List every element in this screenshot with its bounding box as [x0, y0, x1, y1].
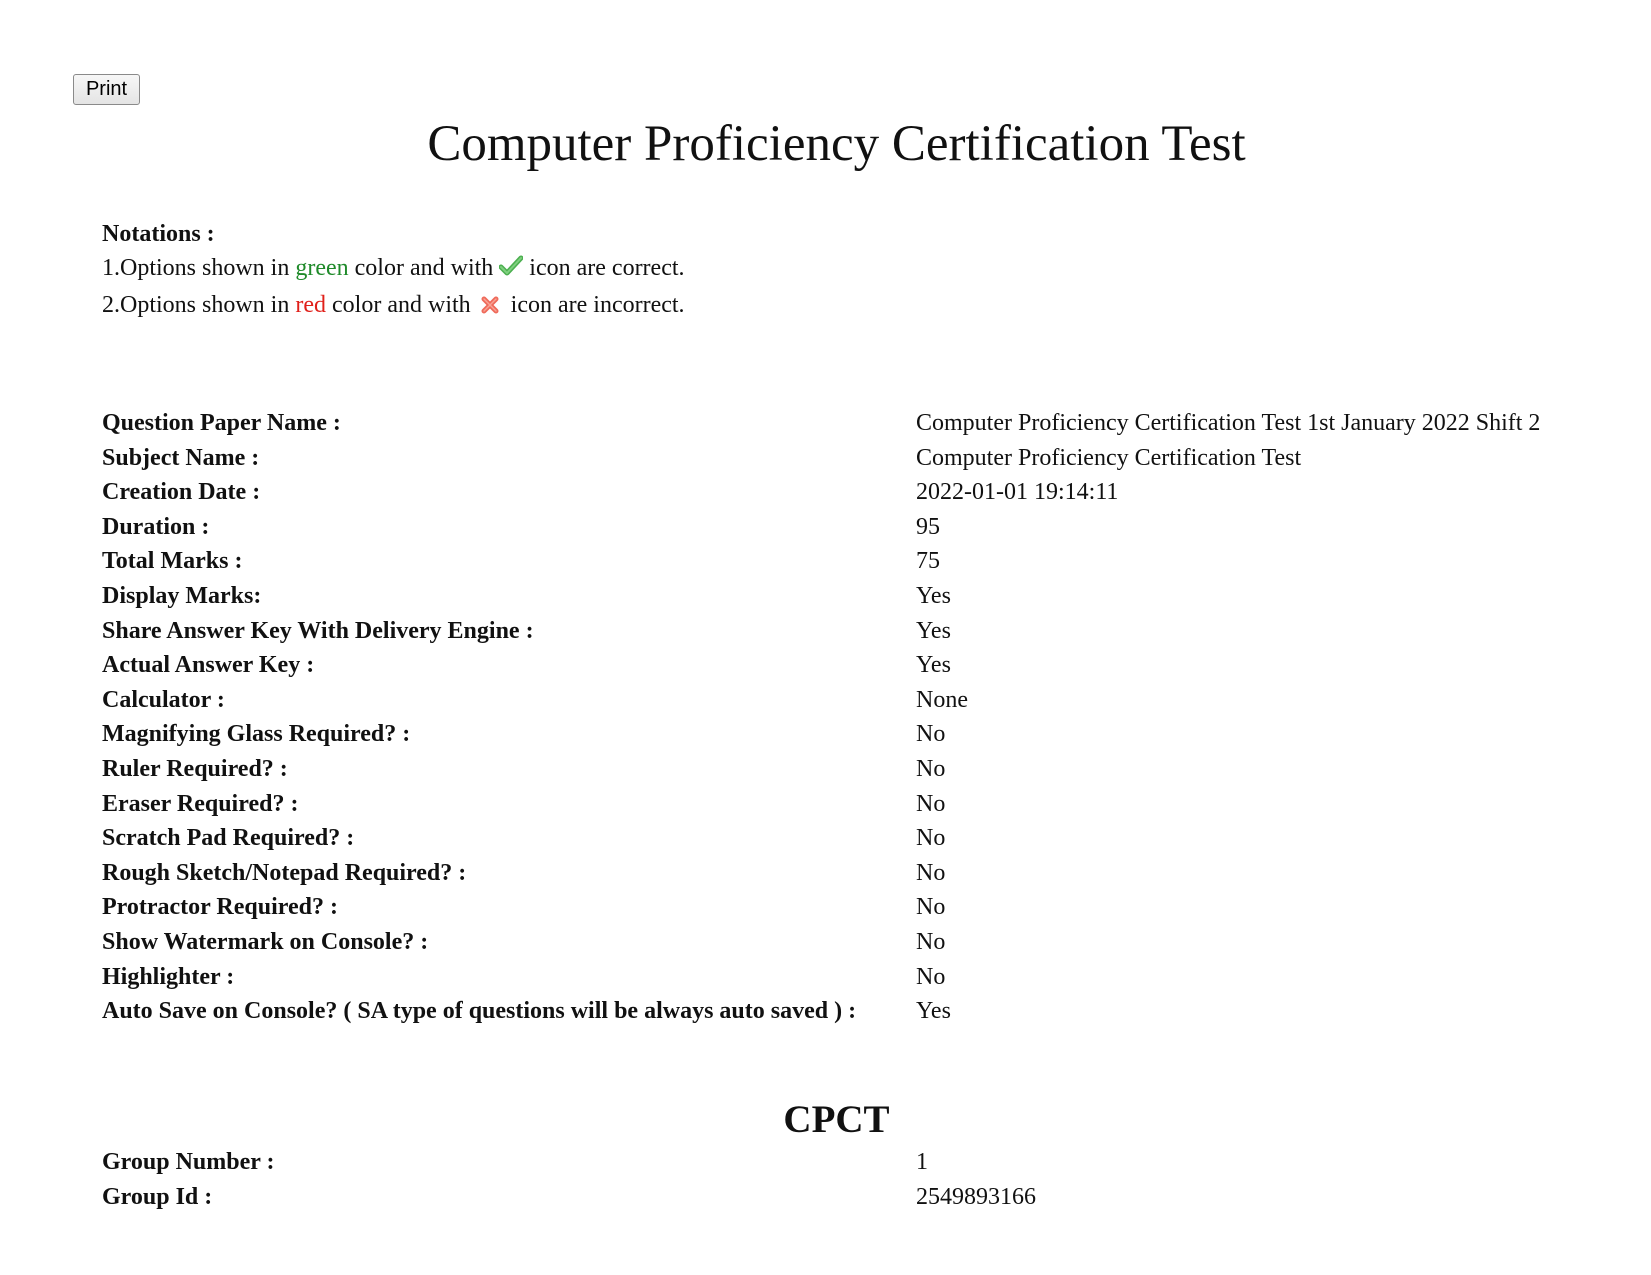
notations-heading: Notations :: [102, 221, 215, 247]
detail-label: Protractor Required? :: [102, 894, 338, 921]
detail-value: Computer Proficiency Certification Test: [916, 444, 1302, 471]
detail-label: Highlighter :: [102, 963, 235, 990]
detail-value: Yes: [916, 582, 951, 609]
group-row: [102, 1145, 1036, 1180]
detail-label: Duration :: [102, 513, 210, 540]
detail-row: [102, 787, 1540, 822]
detail-row: [102, 890, 1540, 925]
detail-value: No: [916, 963, 946, 990]
detail-row: [102, 994, 1540, 1029]
detail-label: Ruler Required? :: [102, 755, 288, 782]
cross-icon: [481, 289, 499, 326]
detail-label: Question Paper Name :: [102, 410, 341, 436]
notation-incorrect-prefix: 2.Options shown in: [102, 292, 296, 318]
notation-correct-prefix: 1.Options shown in: [102, 255, 296, 281]
section-title: CPCT: [783, 1098, 890, 1141]
group-row: [102, 1180, 1036, 1215]
detail-label: Display Marks:: [102, 582, 262, 609]
group-value: 1: [916, 1149, 928, 1175]
print-button[interactable]: Print: [73, 74, 140, 105]
detail-row: [102, 544, 1540, 579]
detail-value: No: [916, 790, 946, 817]
detail-row: [102, 856, 1540, 891]
detail-row: [102, 510, 1540, 545]
group-label: Group Number :: [102, 1149, 275, 1175]
detail-row: [102, 717, 1540, 752]
detail-value: No: [916, 721, 946, 748]
detail-row: [102, 406, 1540, 441]
detail-label: Auto Save on Console? ( SA type of questions will be always auto saved ) :: [102, 998, 857, 1025]
notation-incorrect-line: [102, 287, 685, 324]
group-details-table: [102, 1145, 1036, 1214]
detail-row: [102, 925, 1540, 960]
detail-row: [102, 683, 1540, 718]
detail-value: No: [916, 825, 946, 852]
detail-label: Actual Answer Key :: [102, 652, 315, 679]
detail-value: No: [916, 859, 946, 886]
detail-value: No: [916, 928, 946, 955]
detail-row: [102, 441, 1540, 476]
detail-value: No: [916, 894, 946, 921]
detail-value: Yes: [916, 617, 951, 644]
detail-value: Yes: [916, 998, 951, 1025]
detail-row: [102, 821, 1540, 856]
check-icon: [499, 252, 523, 289]
notation-correct-line: [102, 250, 685, 287]
group-label: Group Id :: [102, 1183, 213, 1210]
detail-label: Creation Date :: [102, 479, 261, 506]
notation-incorrect-suffix: icon are incorrect.: [504, 292, 685, 318]
detail-value: 75: [916, 548, 940, 575]
detail-row: [102, 579, 1540, 614]
detail-value: No: [916, 755, 946, 782]
detail-row: [102, 752, 1540, 787]
detail-value: Computer Proficiency Certification Test 1st January 2022 Shift 2: [916, 410, 1541, 436]
detail-row: [102, 614, 1540, 649]
notation-red-word: red: [295, 292, 327, 318]
detail-value: 2022-01-01 19:14:11: [916, 479, 1119, 506]
detail-label: Show Watermark on Console? :: [102, 928, 429, 955]
detail-label: Magnifying Glass Required? :: [102, 721, 411, 748]
notation-correct-suffix: icon are correct.: [523, 255, 685, 281]
detail-row: [102, 475, 1540, 510]
group-value: 2549893166: [916, 1183, 1036, 1210]
detail-label: Rough Sketch/Notepad Required? :: [102, 859, 467, 886]
paper-details-table: [102, 406, 1540, 1029]
detail-label: Calculator :: [102, 686, 225, 713]
detail-label: Total Marks :: [102, 548, 243, 575]
detail-label: Share Answer Key With Delivery Engine :: [102, 617, 534, 644]
detail-row: [102, 648, 1540, 683]
notation-correct-middle: color and with: [348, 255, 500, 281]
detail-label: Scratch Pad Required? :: [102, 825, 355, 852]
notation-incorrect-middle: color and with: [326, 292, 477, 318]
detail-row: [102, 960, 1540, 995]
detail-value: None: [916, 686, 968, 713]
notation-green-word: green: [295, 255, 349, 281]
detail-label: Eraser Required? :: [102, 790, 299, 817]
page-title: Computer Proficiency Certification Test: [427, 116, 1246, 172]
detail-value: Yes: [916, 652, 951, 679]
detail-value: 95: [916, 513, 940, 540]
detail-label: Subject Name :: [102, 444, 260, 471]
notations-block: [102, 218, 685, 324]
